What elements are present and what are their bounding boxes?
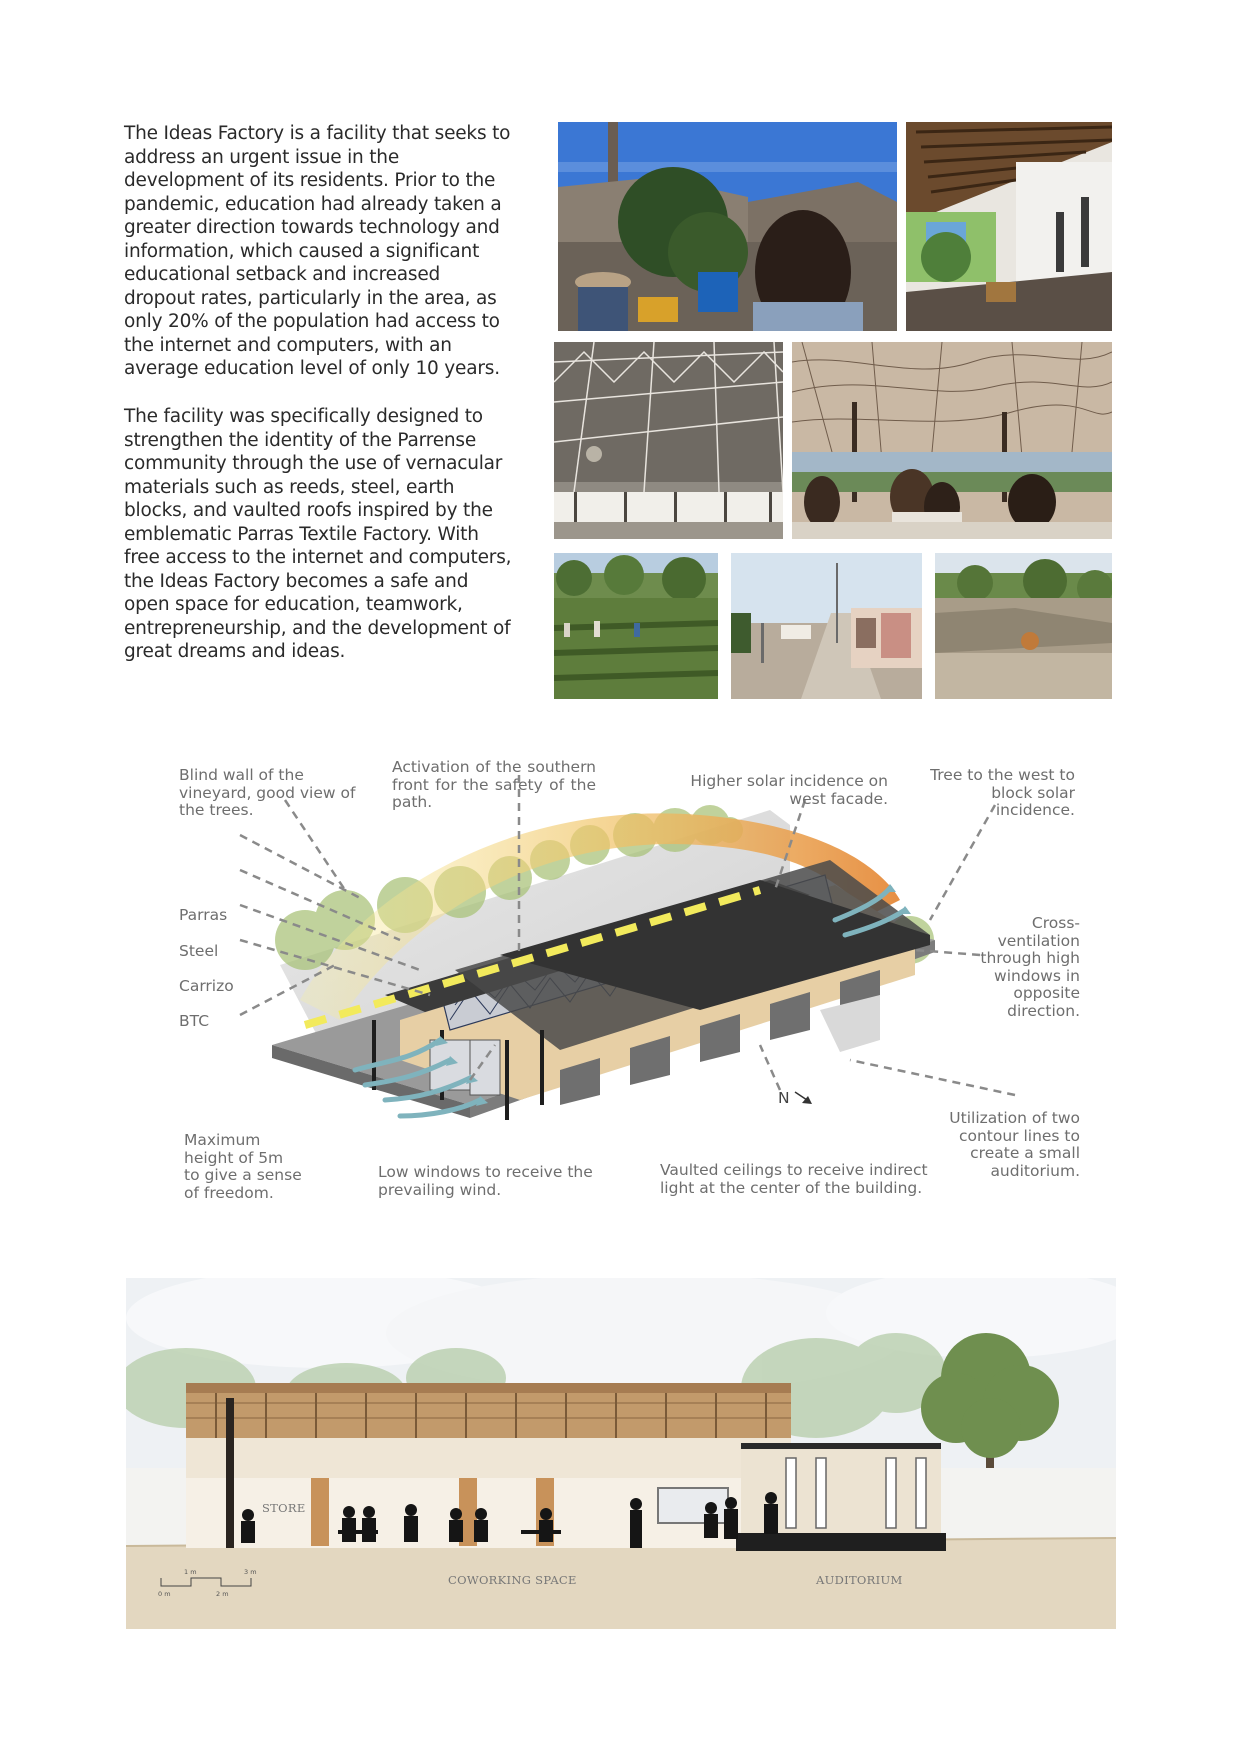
- label-blind-wall: Blind wall of the vineyard, good view of the trees.: [179, 766, 356, 819]
- scale-0m: 0 m: [158, 1590, 171, 1598]
- north-label: N: [778, 1089, 790, 1107]
- label-tree-west: Tree to the west to block solar incidence.: [930, 766, 1075, 819]
- label-btc: BTC: [179, 1012, 210, 1030]
- label-contour: Utilization of two contour lines to create a small auditorium.: [949, 1109, 1080, 1180]
- label-coworking-space: COWORKING SPACE: [448, 1573, 577, 1587]
- intro-paragraph-2: The facility was specifically designed to strengthen the identity of the Parrense community through the use of vernacular materials such as reeds, steel, earth blocks, and vaulted roofs inspired by the emblematic Parras Textile Factory. With free access to the internet and computers, the Ideas Factory becomes a safe and open space for education, teamwork, entrepreneurship, and the development of great dreams and ideas.: [124, 406, 512, 662]
- label-vaulted: Vaulted ceilings to receive indirect light at the center of the building.: [660, 1161, 928, 1197]
- label-auditorium: AUDITORIUM: [816, 1573, 903, 1587]
- label-low-windows: Low windows to receive the prevailing wind.: [378, 1163, 593, 1199]
- scale-1m: 1 m: [184, 1568, 197, 1576]
- scale-2m: 2 m: [216, 1590, 229, 1598]
- label-solar: Higher solar incidence on west facade.: [690, 772, 888, 808]
- label-cross-ventilation: Cross- ventilation through high windows in opposite direction.: [980, 914, 1080, 1020]
- photo-street: [731, 553, 922, 699]
- intro-paragraph-1: The Ideas Factory is a facility that seeks to address an urgent issue in the development of its residents. Prior to the pandemic, education had already taken a greater direction towards technology and information, which caused a significant educational setback and increased dropout rates, particularly in the area, as only 20% of the population had access to the internet and computers, with an average education level of only 10 years.: [124, 123, 511, 379]
- photo-vine-pergola: [792, 342, 1112, 539]
- photo-timber-corridor: [906, 122, 1112, 331]
- photo-steel-warehouse: [554, 342, 783, 539]
- photo-factory-visit: [558, 122, 897, 331]
- photo-empty-lot: [935, 553, 1112, 699]
- label-parras: Parras: [179, 906, 228, 924]
- label-max-height: Maximum height of 5m to give a sense of freedom.: [184, 1131, 302, 1202]
- photo-vineyard: [554, 553, 718, 699]
- label-carrizo: Carrizo: [179, 977, 234, 995]
- label-activation: Activation of the southern front for the safety of the path.: [392, 758, 596, 811]
- label-store: STORE: [262, 1501, 306, 1515]
- section-drawing: [126, 1278, 1116, 1629]
- axonometric-diagram: [0, 740, 1241, 1220]
- label-steel: Steel: [179, 942, 219, 960]
- scale-3m: 3 m: [244, 1568, 257, 1576]
